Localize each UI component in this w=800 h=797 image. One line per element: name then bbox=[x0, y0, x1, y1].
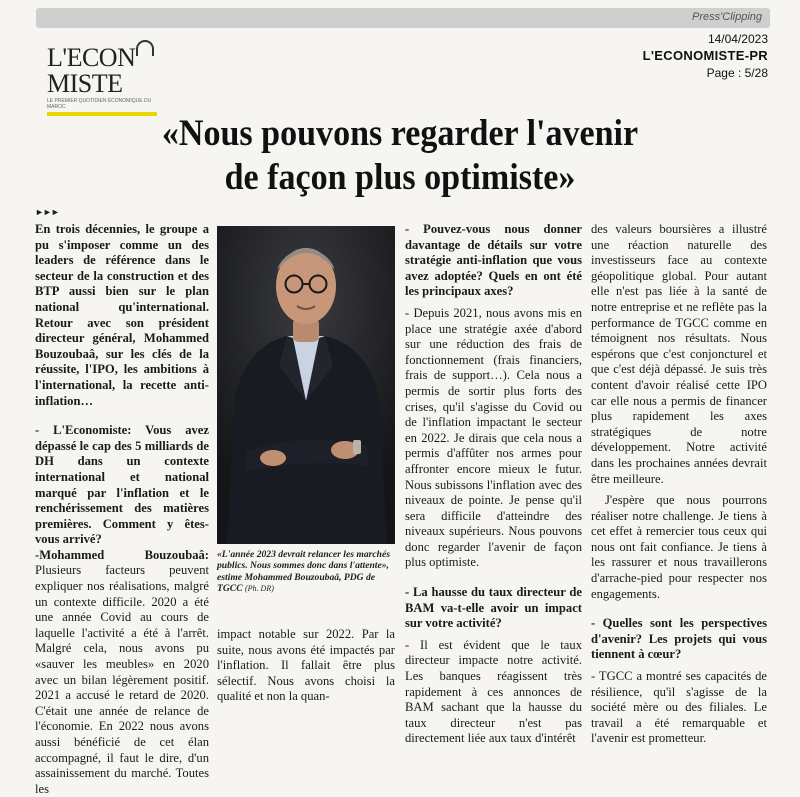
clipping-date: 14/04/2023 bbox=[707, 32, 768, 46]
newspaper-logo bbox=[47, 40, 157, 110]
photo-credit: (Ph. DR) bbox=[245, 584, 274, 594]
dome-icon bbox=[136, 40, 154, 56]
column-4-paragraph-2: J'espère que nous pourrons réaliser notre challenge. Je tiens à cet effet à remercier tous ceux qui nous ont fait confiance. Je tiens à les rassurer et nous travaillerons d'arrache-pied pour respecter nos engagements. bbox=[591, 493, 767, 601]
question-2: - Pouvez-vous nous donner davantage de détails sur votre stratégie anti-inflation que vous avez adoptée? Quels en ont été les principaux axes? bbox=[405, 222, 582, 299]
column-4 bbox=[591, 222, 767, 747]
headline-line-2: de façon plus optimiste» bbox=[224, 157, 576, 198]
answer-4: - TGCC a montré ses capacités de résilience, qu'il s'agisse de la société mère ou des filiales. Le travail a été remarquable et l'avenir est prometteur. bbox=[591, 669, 767, 746]
column-2-text: impact notable sur 2022. Par la suite, nous avons été impactés par l'inflation. Il fallait être plus sélectif. Nous avons choisi la qualité et non la quan- bbox=[217, 627, 395, 704]
answer-1-text: Plusieurs facteurs peuvent expliquer nos réalisations, malgré un contexte difficile. 2020 a été une année Covid au cours de laquelle l'activité a été à l'arrêt. Malgré cela, nous avons pu «sauver les meubles» en 2020 avec un bilan légèrement positif. 2021 a accusé le retard de 2020. C'était une année de relance de l'économie. En 2022 nous avons aussi bénéficié de cet élan accompagné, il faut le dire, d'un assainissement du marché. Toutes les bbox=[35, 563, 209, 796]
column-2-bottom bbox=[217, 627, 395, 705]
photo-caption bbox=[217, 549, 395, 595]
portrait-photo bbox=[217, 226, 395, 544]
arrows-icon: ►►► bbox=[35, 207, 59, 217]
logo-wordmark: L'ECONMISTE bbox=[47, 40, 157, 97]
answer-3: - Il est évident que le taux directeur impacte notre activité. Les banques réagissent très rapidement à ces annonces de BAM sachant que la hausse du taux directeur n'est pas directement liée aux taux d'intérêt bbox=[405, 637, 582, 746]
clipping-source: Press'Clipping bbox=[692, 11, 762, 23]
caption-text: «L'année 2023 devrait relancer les marchés publics. Nous sommes donc dans l'attente», estime Mohammed Bouzoubaâ, PDG de TGCC bbox=[217, 549, 390, 595]
clipping-bar bbox=[36, 8, 770, 28]
column-1 bbox=[35, 222, 209, 797]
portrait-illustration bbox=[217, 226, 395, 544]
page-number: Page : 5/28 bbox=[706, 66, 768, 80]
publication-name: L'ECONOMISTE-PR bbox=[642, 48, 768, 63]
answer-2: - Depuis 2021, nous avons mis en place une stratégie axée d'abord sur une réduction des frais de fonctionnement (frais financiers, frais de support…). Cela nous a permis de sortir plus forts des crises, qu'il s'agisse du Covid ou de l'inflation impactant le secteur en 2022. Je dirais que cela nous a permis d'affûter nos armes pour affronter encore mieux le futur. Nous subissons l'inflation avec des niveaux de pointe. Je pense qu'il sera difficile d'atteindre des niveaux supérieurs. Nous pouvons donc regarder l'avenir de façon plus optimiste. bbox=[405, 305, 582, 570]
column-4-paragraph-1: des valeurs boursières a illustré une réaction naturelle des investisseurs face au contexte géopolitique global. Pour autant elle n'est pas liée à la santé de notre entreprise et ne reflète pas la performance de TGCC comme en témoignent nos résultats. Nous espérons que c'est conjoncturel et que c'est déjà dépassé. Je suis très content d'avoir réalisé cette IPO car elle nous a permis de financer plus rapidement les axes stratégiques de notre développement. Notre activité dans les prochaines années devrait être meilleure. bbox=[591, 222, 767, 486]
question-1: - L'Economiste: Vous avez dépassé le cap des 5 milliards de DH dans un contexte international et national marqué par l'inflation et le renchérissement des matières premières. Comment y êtes-vous arrivé? bbox=[35, 423, 209, 547]
answer-1 bbox=[35, 548, 209, 797]
question-3: - La hausse du taux directeur de BAM va-t-elle avoir un impact sur votre activité? bbox=[405, 585, 582, 631]
question-4: - Quelles sont les perspectives d'avenir? Les projets qui vous tiennent à cœur? bbox=[591, 616, 767, 662]
headline-line-1: «Nous pouvons regarder l'avenir bbox=[161, 113, 639, 154]
column-3 bbox=[405, 222, 582, 747]
clipping-meta bbox=[643, 32, 768, 80]
answer-1-speaker: -Mohammed Bouzoubaâ: bbox=[35, 547, 209, 562]
logo-tagline: LE PREMIER QUOTIDIEN ÉCONOMIQUE DU MAROC bbox=[47, 98, 152, 110]
article-intro: En trois décennies, le groupe a pu s'imposer comme un des leaders de référence dans le secteur de la construction et des BTP aussi bien sur le plan national qu'international. Retour avec son président directeur général, Mohammed Bouzoubaâ, sur les clés de la réussite, l'IPO, les ambitions à l'international, la recette anti-inflation… bbox=[35, 222, 209, 408]
headline bbox=[87, 112, 713, 200]
